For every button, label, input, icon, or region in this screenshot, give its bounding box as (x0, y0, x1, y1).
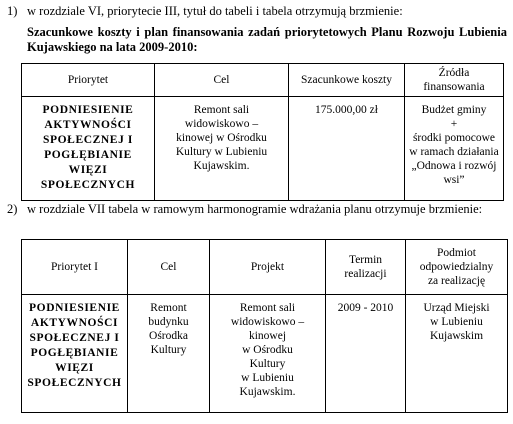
table-2-priority: PODNIESIENIE AKTYWNOŚCI SPOŁECZNEJ I POGŁĘBIANIE WIĘZI SPOŁECZNYCH (22, 295, 128, 413)
item-1-intro: w rozdziale VI, priorytecie III, tytuł do tabeli i tabela otrzymują brzmienie: (27, 4, 403, 18)
table-2-header-row (22, 240, 508, 295)
table-1 (21, 63, 504, 201)
table-1-sources: Budżet gminy + środki pomocowe w ramach działania „Odnowa i rozwój wsi” (405, 97, 504, 201)
table-1-cost: 175.000,00 zł (289, 97, 405, 201)
table-2-header-priority: Priorytet I (22, 240, 128, 295)
table-2-header-goal: Cel (128, 240, 210, 295)
table-1-goal: Remont sali widowiskowo – kinowej w Ośrodku Kultury w Lubieniu Kujawskim. (155, 97, 289, 201)
table-row (22, 97, 504, 201)
table-1-header-priority: Priorytet (22, 64, 155, 97)
table-1-header-goal: Cel (155, 64, 289, 97)
item-2-intro: w rozdziale VII tabela w ramowym harmonogramie wdrażania planu otrzymuje brzmienie: (27, 202, 483, 216)
table-2-goal: Remont budynku Ośrodka Kultury (128, 295, 210, 413)
table-1-header-cost: Szacunkowe koszty (289, 64, 405, 97)
table-1-header-sources: Źródła finansowania (405, 64, 504, 97)
item-1-number: 1) (7, 4, 18, 18)
table-2-header-term: Termin realizacji (326, 240, 406, 295)
item-2-number: 2) (7, 202, 18, 216)
table-2-header-responsible: Podmiot odpowiedzialny za realizację (406, 240, 508, 295)
table-2-header-project: Projekt (210, 240, 326, 295)
table-1-header-row (22, 64, 504, 97)
table-2-term: 2009 - 2010 (326, 295, 406, 413)
table-1-priority: PODNIESIENIE AKTYWNOŚCI SPOŁECZNEJ I POGŁĘBIANIE WIĘZI SPOŁECZNYCH (22, 97, 155, 201)
table-2 (21, 239, 508, 413)
table-2-responsible: Urząd Miejski w Lubieniu Kujawskim (406, 295, 508, 413)
table-1-title: Szacunkowe koszty i plan finansowania zadań priorytetowych Planu Rozwoju Lubienia Kujawskiego na lata 2009-2010: (27, 25, 507, 54)
table-2-project: Remont sali widowiskowo – kinowej w Ośrodku Kultury w Lubieniu Kujawskim. (210, 295, 326, 413)
table-row (22, 295, 508, 413)
